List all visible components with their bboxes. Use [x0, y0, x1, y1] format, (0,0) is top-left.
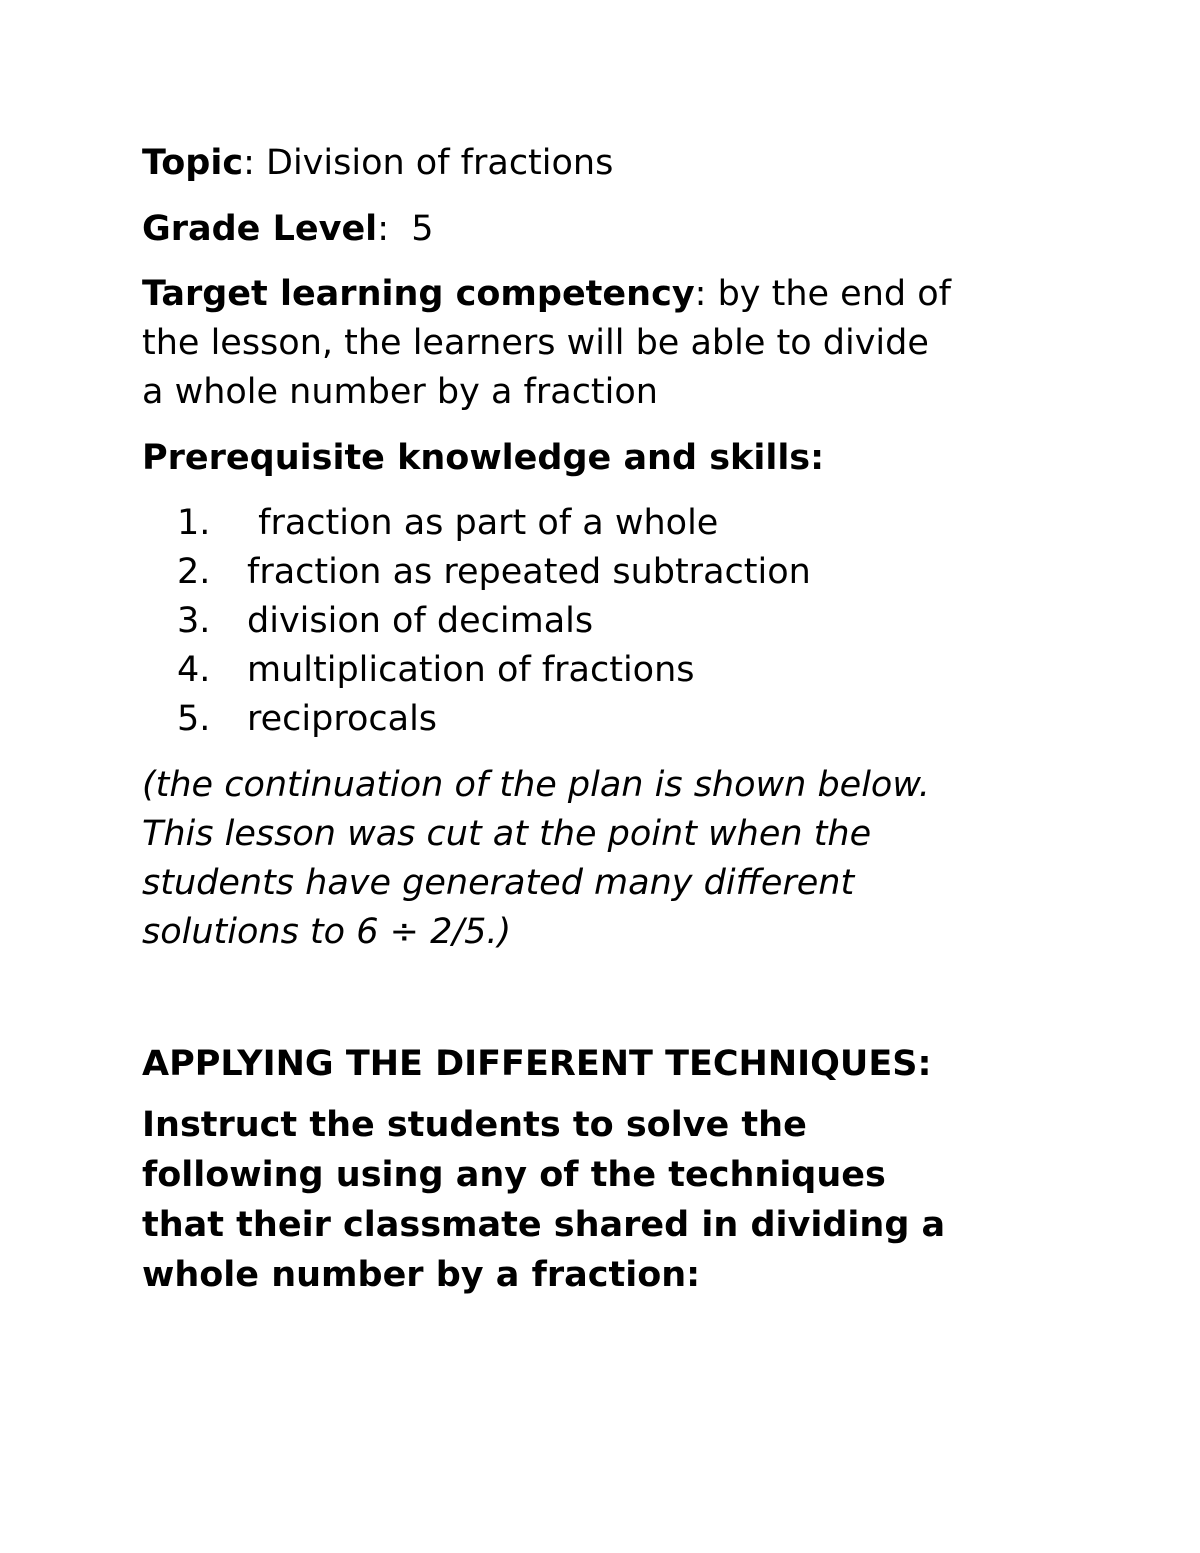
applying-instruction-line-4: whole number by a fraction:: [142, 1255, 701, 1295]
grade-level-separator: :: [377, 209, 412, 249]
list-item-number: 4.: [177, 650, 211, 690]
grade-level-line: [142, 205, 434, 254]
list-item-number: 1.: [177, 503, 211, 543]
target-competency-separator: :: [694, 274, 718, 314]
applying-instruction-line-2: following using any of the techniques: [142, 1155, 886, 1195]
list-item-text: fraction as repeated subtraction: [247, 552, 811, 592]
applying-instruction-line-1: Instruct the students to solve the: [142, 1105, 807, 1145]
prerequisites-heading: Prerequisite knowledge and skills:: [142, 438, 825, 478]
note-line-2: This lesson was cut at the point when the: [142, 814, 872, 854]
target-competency-label: Target learning competency: [142, 274, 695, 314]
topic-separator: :: [243, 143, 266, 183]
note-line-3: students have generated many different: [142, 863, 855, 903]
grade-level-value: 5: [411, 209, 434, 249]
list-item-text: multiplication of fractions: [247, 650, 695, 690]
note-line-4: solutions to 6 ÷ 2/5.): [142, 912, 512, 952]
grade-level-label: Grade Level: [142, 209, 378, 249]
applying-instruction-line-3: that their classmate shared in dividing a: [142, 1205, 946, 1245]
topic-value: Division of fractions: [266, 143, 614, 183]
list-item-number: 3.: [177, 601, 211, 641]
applying-heading: APPLYING THE DIFFERENT TECHNIQUES:: [142, 1044, 932, 1084]
list-item-text: reciprocals: [247, 699, 438, 739]
list-item-number: 2.: [177, 552, 211, 592]
note-line-1: (the continuation of the plan is shown below.: [142, 765, 930, 805]
target-competency-line-2: the lesson, the learners will be able to divide: [142, 323, 929, 363]
list-item-text: fraction as part of a whole: [247, 503, 719, 543]
list-item-text: division of decimals: [247, 601, 594, 641]
topic-line: [142, 139, 613, 188]
topic-label: Topic: [142, 143, 244, 183]
target-competency-text-1: by the end of: [717, 274, 951, 314]
target-competency-line-3: a whole number by a fraction: [142, 372, 658, 412]
list-item-number: 5.: [177, 699, 211, 739]
target-competency-line-1: [142, 270, 951, 319]
